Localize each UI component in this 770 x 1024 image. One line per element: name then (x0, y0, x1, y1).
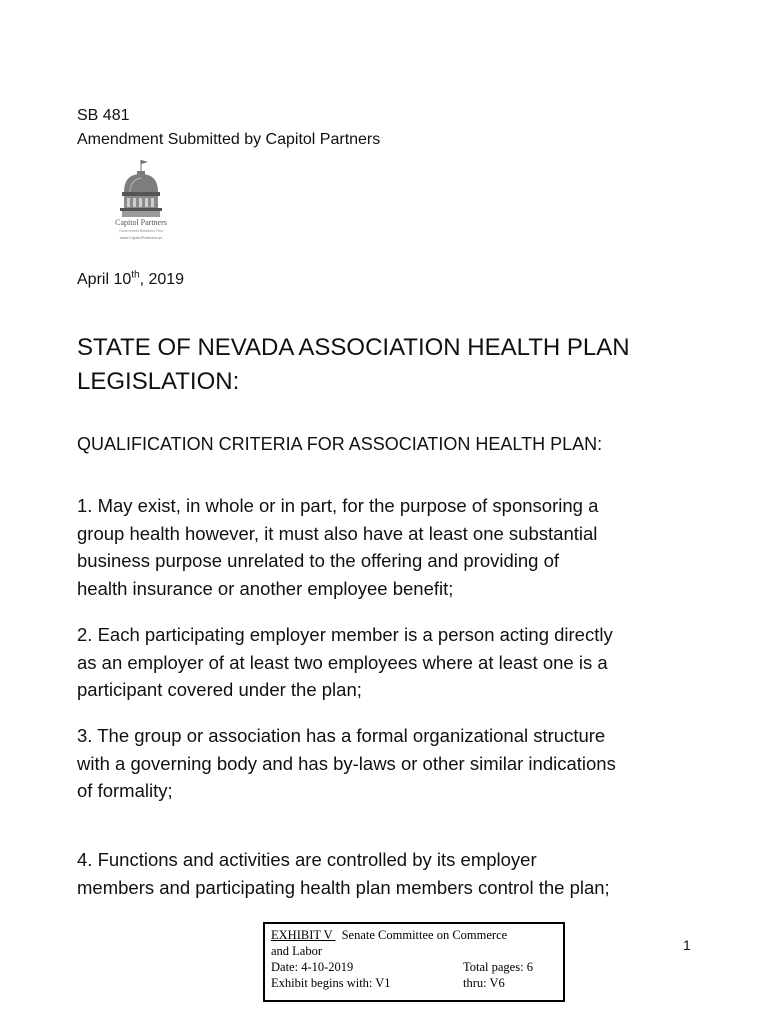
criterion-line: 4. Functions and activities are controlled by its employer (77, 849, 537, 870)
title-line-2: LEGISLATION: (77, 368, 240, 395)
date-prefix: April 10 (77, 271, 132, 288)
exhibit-row-2 (271, 943, 557, 959)
exhibit-committee-cont: and Labor (271, 944, 323, 958)
exhibit-label: EXHIBIT V (271, 928, 336, 942)
capitol-partners-logo (104, 158, 182, 246)
criterion-line: 2. Each participating employer member is a person acting directly (77, 624, 613, 645)
exhibit-row-3 (271, 959, 557, 975)
title-line-1: STATE OF NEVADA ASSOCIATION HEALTH PLAN (77, 334, 630, 361)
exhibit-stamp (263, 922, 565, 1002)
criterion-line: health insurance or another employee benefit; (77, 577, 454, 599)
logo-url: www.CapitolPartners.us (119, 235, 163, 240)
criterion-2 (77, 621, 613, 704)
capitol-dome-icon (104, 158, 182, 246)
exhibit-row-4 (271, 975, 557, 991)
bill-number: SB 481 (77, 107, 130, 124)
page-number: 1 (683, 937, 691, 953)
criterion-line: as an employer of at least two employees where at least one is a (77, 651, 608, 673)
exhibit-thru: thru: V6 (463, 976, 505, 990)
criterion-line: with a governing body and has by-laws or other similar indications (77, 752, 616, 774)
criterion-line: 3. The group or association has a formal organizational structure (77, 725, 606, 746)
exhibit-date: Date: 4-10-2019 (271, 960, 354, 974)
page-title (77, 331, 630, 399)
criterion-line: group health however, it must also have at least one substantial (77, 522, 598, 544)
criterion-3 (77, 722, 616, 805)
exhibit-begins-with: Exhibit begins with: V1 (271, 976, 391, 990)
logo-name: Capitol Partners (115, 218, 167, 227)
date-year: , 2019 (139, 271, 185, 288)
logo-tagline: Government Relations Firm (119, 229, 163, 233)
document-date (77, 268, 184, 292)
criterion-line: 1. May exist, in whole or in part, for the purpose of sponsoring a (77, 495, 599, 516)
exhibit-committee: Senate Committee on Commerce (341, 928, 508, 942)
section-heading: QUALIFICATION CRITERIA FOR ASSOCIATION HEALTH PLAN: (77, 434, 603, 454)
criterion-line: business purpose unrelated to the offering and providing of (77, 550, 560, 571)
criterion-1 (77, 492, 598, 602)
criterion-line: participant covered under the plan; (77, 679, 362, 700)
date-suffix: th (131, 269, 140, 281)
criterion-line: members and participating health plan members control the plan; (77, 876, 610, 898)
exhibit-total-pages: Total pages: 6 (463, 960, 533, 974)
criterion-line: of formality; (77, 780, 173, 801)
exhibit-row-1 (271, 927, 557, 943)
submitted-by: Amendment Submitted by Capitol Partners (77, 131, 381, 148)
criterion-4 (77, 846, 610, 901)
